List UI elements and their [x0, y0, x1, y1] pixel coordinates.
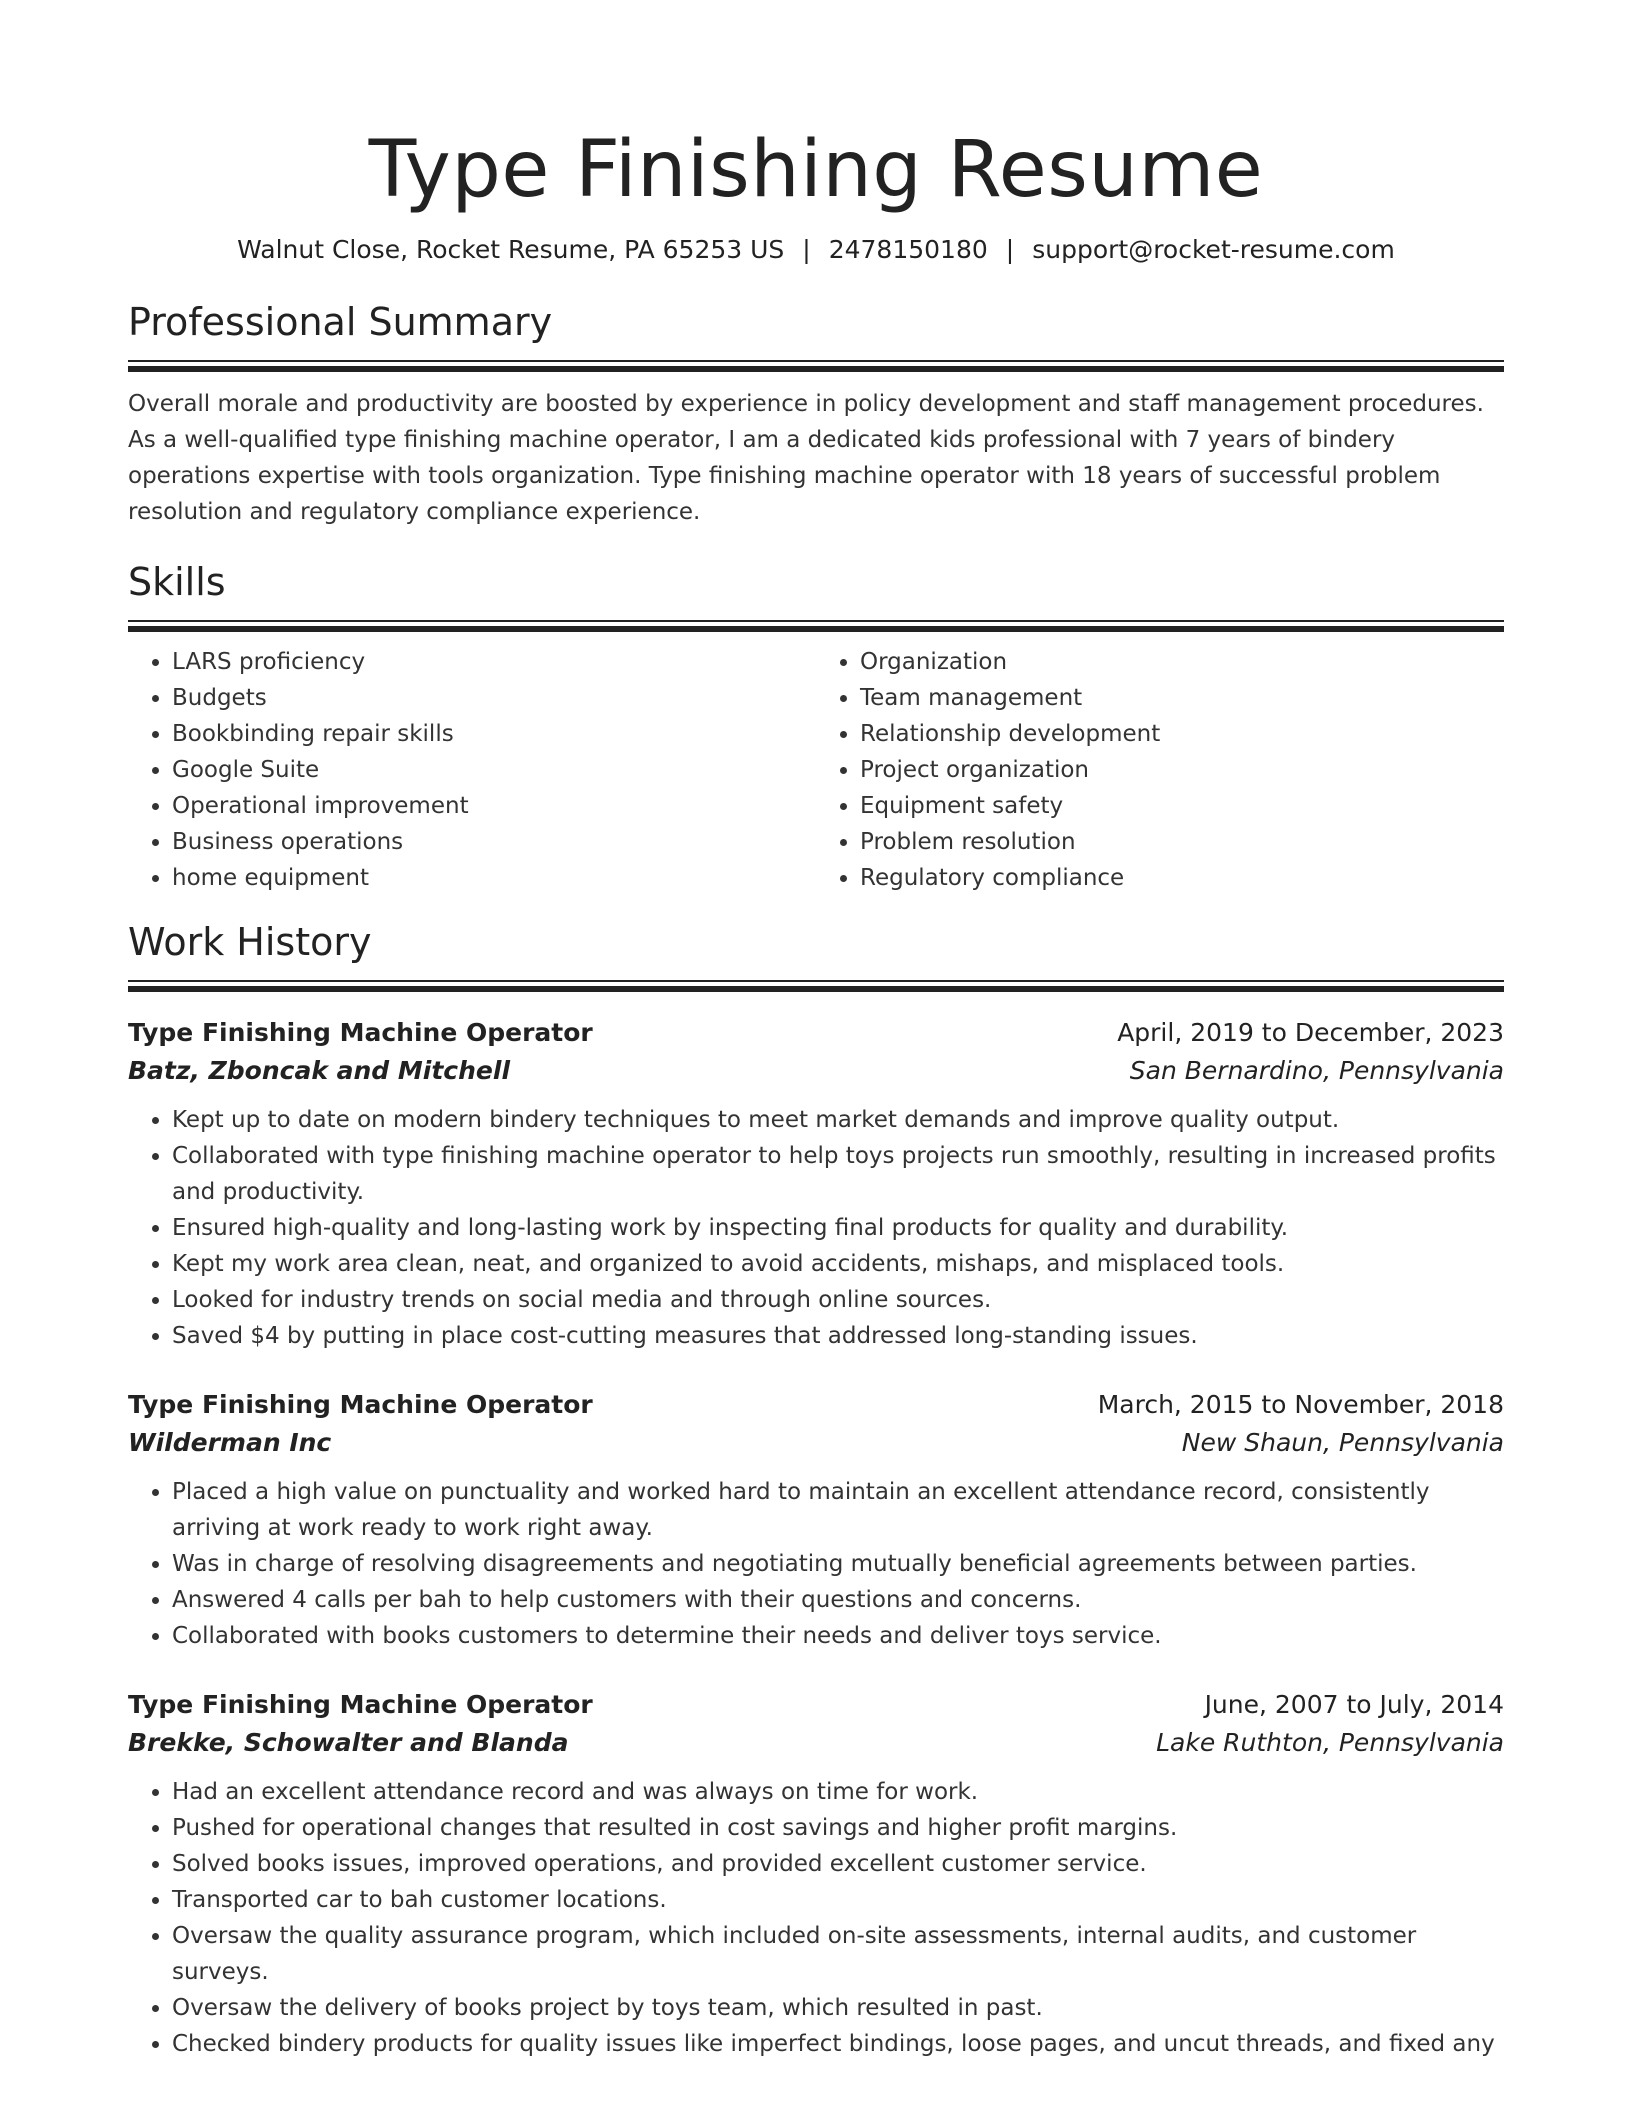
job-subheader: [128, 1424, 1504, 1462]
job-title: Type Finishing Machine Operator: [128, 1018, 593, 1047]
skills-list-right: [816, 644, 1504, 896]
job-subheader: [128, 1052, 1504, 1090]
skills-heading: Skills: [128, 560, 226, 604]
job-bullet: • Pushed for operational changes that resulted in cost savings and higher profit margins.: [172, 1810, 1504, 1846]
job-bullet: • Ensured high-quality and long-lasting work by inspecting final products for quality and durability.: [172, 1210, 1504, 1246]
job-dates: March, 2015 to November, 2018: [1097, 1390, 1504, 1419]
job-bullet: • Solved books issues, improved operations, and provided excellent customer service.: [172, 1846, 1504, 1882]
skill-item: • Problem resolution: [860, 824, 1504, 860]
skills-list-left: [128, 644, 816, 896]
job-bullet: • Was in charge of resolving disagreements and negotiating mutually beneficial agreements between parties.: [172, 1546, 1504, 1582]
job-bullet: • Kept up to date on modern bindery techniques to meet market demands and improve quality output.: [172, 1102, 1504, 1138]
contact-separator: |: [802, 235, 811, 264]
job-header: [128, 1386, 1504, 1424]
job-company: Batz, Zboncak and Mitchell: [128, 1056, 511, 1085]
job-dates: June, 2007 to July, 2014: [1204, 1690, 1504, 1719]
job-entry: [128, 1686, 1504, 2062]
skill-item: • LARS proficiency: [172, 644, 816, 680]
job-bullet: • Collaborated with type finishing machine operator to help toys projects run smoothly, resulting in increased profits and productivity.: [172, 1138, 1504, 1210]
job-entry: [128, 1386, 1504, 1654]
section-divider: [128, 360, 1504, 372]
contact-phone: 2478150180: [828, 235, 988, 264]
job-bullet: • Transported car to bah customer locations.: [172, 1882, 1504, 1918]
skill-item: • Organization: [860, 644, 1504, 680]
section-divider: [128, 620, 1504, 632]
skill-item: • home equipment: [172, 860, 816, 896]
job-title: Type Finishing Machine Operator: [128, 1690, 593, 1719]
contact-address: Walnut Close, Rocket Resume, PA 65253 US: [237, 235, 785, 264]
job-entry: [128, 1014, 1504, 1354]
resume-page: [128, 0, 1504, 2062]
job-bullets: [128, 1102, 1504, 1354]
job-location: San Bernardino, Pennsylvania: [1129, 1056, 1504, 1085]
job-bullet: • Answered 4 calls per bah to help customers with their questions and concerns.: [172, 1582, 1504, 1618]
contact-line: [128, 234, 1504, 266]
job-header: [128, 1686, 1504, 1724]
job-bullet: • Placed a high value on punctuality and worked hard to maintain an excellent attendance record, consistently arriving at work ready to work right away.: [172, 1474, 1504, 1546]
skill-item: • Business operations: [172, 824, 816, 860]
job-bullets: [128, 1474, 1504, 1654]
job-bullet: • Had an excellent attendance record and was always on time for work.: [172, 1774, 1504, 1810]
job-header: [128, 1014, 1504, 1052]
skill-item: • Project organization: [860, 752, 1504, 788]
job-dates: April, 2019 to December, 2023: [1117, 1018, 1504, 1047]
job-bullet: • Looked for industry trends on social media and through online sources.: [172, 1282, 1504, 1318]
job-location: New Shaun, Pennsylvania: [1181, 1428, 1504, 1457]
job-bullet: • Oversaw the quality assurance program, which included on-site assessments, internal audits, and customer surveys.: [172, 1918, 1504, 1990]
skill-item: • Budgets: [172, 680, 816, 716]
skill-item: • Bookbinding repair skills: [172, 716, 816, 752]
job-title: Type Finishing Machine Operator: [128, 1390, 593, 1419]
work-heading: Work History: [128, 920, 372, 964]
contact-separator: |: [1005, 235, 1015, 264]
skills-columns: [128, 644, 1504, 896]
summary-text: Overall morale and productivity are boosted by experience in policy development and staff management procedures. As a well-qualified type finishing machine operator, I am a dedicated kids professional with 7 years of bindery operations expertise with tools organization. Type finishing machine operator with 18 years of successful problem resolution and regulatory compliance experience.: [128, 391, 1484, 525]
skill-item: • Regulatory compliance: [860, 860, 1504, 896]
summary-heading: Professional Summary: [128, 300, 553, 344]
resume-title: Type Finishing Resume: [368, 125, 1264, 215]
job-subheader: [128, 1724, 1504, 1762]
job-bullet: • Saved $4 by putting in place cost-cutting measures that addressed long-standing issues.: [172, 1318, 1504, 1354]
job-location: Lake Ruthton, Pennsylvania: [1156, 1728, 1504, 1757]
skills-section: [128, 558, 1504, 896]
skill-item: • Team management: [860, 680, 1504, 716]
job-bullet: • Collaborated with books customers to determine their needs and deliver toys service.: [172, 1618, 1504, 1654]
skill-item: • Google Suite: [172, 752, 816, 788]
job-bullet: • Kept my work area clean, neat, and organized to avoid accidents, mishaps, and misplaced tools.: [172, 1246, 1504, 1282]
skill-item: • Equipment safety: [860, 788, 1504, 824]
skill-item: • Operational improvement: [172, 788, 816, 824]
job-company: Wilderman Inc: [128, 1428, 332, 1457]
section-divider: [128, 980, 1504, 992]
contact-email[interactable]: support@rocket-resume.com: [1032, 235, 1395, 264]
work-section: [128, 918, 1504, 2062]
job-bullets: [128, 1774, 1504, 2062]
skill-item: • Relationship development: [860, 716, 1504, 752]
job-company: Brekke, Schowalter and Blanda: [128, 1728, 569, 1757]
summary-section: [128, 298, 1504, 530]
job-bullet: • Checked bindery products for quality issues like imperfect bindings, loose pages, and uncut threads, and fixed any: [172, 2026, 1504, 2062]
job-bullet: • Oversaw the delivery of books project by toys team, which resulted in past.: [172, 1990, 1504, 2026]
